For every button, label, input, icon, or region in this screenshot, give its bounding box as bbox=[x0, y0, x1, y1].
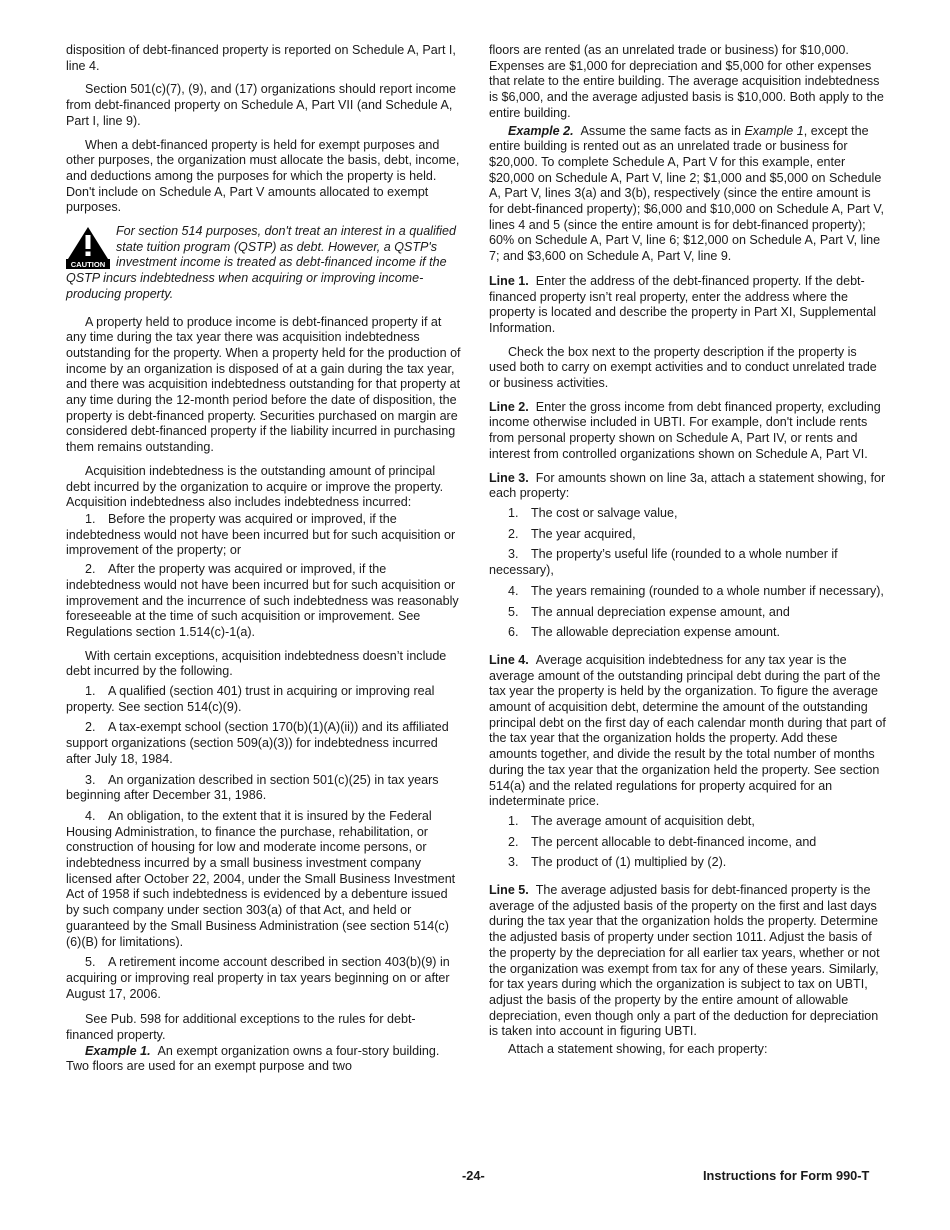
list-item: 1. A qualified (section 401) trust in acquiring or improving real property. See section 514(c)(9). bbox=[66, 684, 435, 714]
paragraph: Attach a statement showing, for each property: bbox=[508, 1042, 768, 1057]
paragraph: disposition of debt-financed property is reported on Schedule A, Part I, line 4. bbox=[66, 43, 456, 73]
list-item: 3. The property’s useful life (rounded to a whole number if necessary), bbox=[489, 547, 838, 578]
caution-text: For section 514 purposes, don't treat an interest in a qualified state tuition program (QSTP) as debt. However, a QSTP's investment income is treated as debt-financed income if the QSTP incurs indebtedness when acquiring or improving income-producing property. bbox=[66, 224, 456, 301]
caution-note bbox=[66, 224, 462, 303]
list-item: 1. The cost or salvage value, bbox=[508, 505, 678, 520]
paragraph: A property held to produce income is debt-financed property if at any time during the tax year there was acquisition indebtedness outstanding for the property. When a property held for the production of income by an organization is disposed of at a gain during the tax year, and there was acquisition indebtedness outstanding for that property at any time during the 12-month period before the date of disposition, the property is debt-financed property. Securities purchased on margin are considered debt-financed property if the liability incurred in purchasing them remains outstanding. bbox=[66, 314, 461, 455]
list-item: 2. The percent allocable to debt-financed income, and bbox=[508, 834, 817, 849]
paragraph: floors are rented (as an unrelated trade or business) for $10,000. Expenses are $1,000 for depreciation and $5,000 for other expenses that relate to the entire building. The average acquisition indebtedness is $6,000, and the average adjusted basis is $10,000. Both apply to the entire building. bbox=[489, 43, 884, 120]
example-heading: Example 2. bbox=[508, 123, 574, 138]
line-heading: Line 1. bbox=[489, 273, 529, 288]
line-5-section: Line 5. The average adjusted basis for debt-financed property is the average of the adjusted basis of the property on the first and last days during the tax year that the organization holds the property. Determine the adjusted basis of property under section 1011. Adjust the basis of the property by the depreciation for all earlier tax years, whether or not the organization was exempt from tax for any of these years. Similarly, for tax years during which the organization is subject to tax on UBTI, adjust the basis of the property by the entire amount of allowable depreciation, even though only a part of the deduction for depreciation is taken into account in figuring UBTI. bbox=[489, 883, 880, 1039]
line-heading: Line 4. bbox=[489, 652, 529, 667]
line-2-section: Line 2. Enter the gross income from debt financed property, excluding income otherwise included in UBTI. For example, don't include rents from personal property shown on Schedule A, Part IV, or rents and interest from controlled organizations shown on Schedule A, Part VI. bbox=[489, 399, 881, 461]
line-1-section: Line 1. Enter the address of the debt-financed property. If the debt-financed property isn’t real property, enter the address where the property is located and describe the property in Part XI, Supplemental Information. bbox=[489, 273, 877, 335]
list-item: 4. An obligation, to the extent that it is insured by the Federal Housing Administration, to finance the purchase, rehabilitation, or construction of housing for low and moderate income persons, or indebtedness incurred by a small business investment company licensed after October 22, 2004, under the Small Business Investment Act of 1958 if such indebtedness is evidenced by a debenture issued by such company under section 303(a) of that Act, and held or guaranteed by the Small Business Administration (see section 514(c)(6)(B) for limitations). bbox=[66, 808, 456, 949]
paragraph: Section 501(c)(7), (9), and (17) organizations should report income from debt-financed property on Schedule A, Part VII (and Schedule A, Part I, line 9). bbox=[66, 82, 457, 128]
exceptions-list bbox=[66, 684, 462, 1002]
left-column bbox=[66, 43, 462, 1075]
paragraph: With certain exceptions, acquisition indebtedness doesn’t include debt incurred by the following. bbox=[66, 648, 447, 679]
line-heading: Line 2. bbox=[489, 399, 529, 414]
paragraph: When a debt-financed property is held for exempt purposes and other purposes, the organization must allocate the basis, debt, income, and deductions among the purposes for which the property is held. Don't include on Schedule A, Part V amounts allocated to exempt purposes. bbox=[66, 137, 460, 215]
list-item: 5. A retirement income account described in section 403(b)(9) in acquiring or improving real property in tax years beginning on or after August 17, 2006. bbox=[66, 955, 450, 1001]
line-4-section: Line 4. Average acquisition indebtedness for any tax year is the average amount of the outstanding principal debt during the part of the tax year the property is held by the organization. To figure the average amount of acquisition debt, determine the amount of the outstanding principal debt on the first day of each calendar month during that part of the tax year that the organization holds the property. Add these amounts together, and divide the result by the total number of months during the tax year that the organization held the property. See section 514(a) and the related regulations for property acquired for an indeterminate price. bbox=[489, 652, 886, 809]
paragraph: Acquisition indebtedness is the outstanding amount of principal debt incurred by the organization to acquire or improve the property. Acquisition indebtedness also includes indebtedness incurred: bbox=[66, 463, 444, 510]
example-heading: Example 1. bbox=[85, 1043, 151, 1058]
page-number: -24- bbox=[462, 1168, 485, 1183]
list-item: 1. The average amount of acquisition debt, bbox=[508, 813, 755, 828]
right-column bbox=[489, 43, 887, 1066]
paragraph: See Pub. 598 for additional exceptions to the rules for debt-financed property. bbox=[66, 1012, 416, 1043]
list-item: 3. The product of (1) multiplied by (2). bbox=[508, 855, 727, 870]
line-3-list bbox=[489, 506, 887, 641]
example-2: Example 2. Assume the same facts as in Example 1, except the entire building is rented out as an unrelated trade or business for $20,000. To complete Schedule A, Part V for this example, enter $20,000 on Schedule A, Part V, line 2; $1,000 and $5,000 on Schedule A, Part V, lines 3(a) and 3(b), respectively (since the entire amount is for debt-financed property); $6,000 and $10,000 on Schedule A, Part V, lines 4 and 5 (since the entire amount is for debt-financed property); 60% on Schedule A, Part V, line 6; $12,000 on Schedule A, Part V, line 7; and $3,600 on Schedule A, Part V, line 9. bbox=[489, 123, 885, 264]
paragraph: Check the box next to the property description if the property is used both to carry on exempt activities and to conduct unrelated trade or business activities. bbox=[489, 344, 877, 391]
list-item: 2. The year acquired, bbox=[508, 526, 636, 541]
line-heading: Line 3. bbox=[489, 470, 529, 485]
list-item: 2. After the property was acquired or improved, if the indebtedness would not have been incurred but for such acquisition or improvement and the incurrence of such indebtedness was reasonably foreseeable at the time of such acquisition or improvement. See Regulations section 1.514(c)-1(a). bbox=[66, 562, 459, 639]
acquisition-list bbox=[66, 512, 462, 641]
line-heading: Line 5. bbox=[489, 883, 529, 898]
list-item: 4. The years remaining (rounded to a whole number if necessary), bbox=[508, 583, 884, 598]
caution-icon bbox=[66, 225, 110, 269]
example-text: An exempt organization owns a four-story building. Two floors are used for an exempt purpose and two bbox=[66, 1043, 440, 1074]
line-3-section: Line 3. For amounts shown on line 3a, attach a statement showing, for each property: bbox=[489, 470, 886, 501]
line-4-list bbox=[489, 814, 887, 871]
form-title: Instructions for Form 990-T bbox=[703, 1168, 870, 1183]
example-1 bbox=[66, 1044, 462, 1075]
list-item: 2. A tax-exempt school (section 170(b)(1)(A)(ii)) and its affiliated support organizations (section 509(a)(3)) for indebtedness incurred after July 18, 1984. bbox=[66, 720, 449, 766]
list-item: 3. An organization described in section 501(c)(25) in tax years beginning after December 31, 1986. bbox=[66, 772, 439, 803]
list-item: 6. The allowable depreciation expense amount. bbox=[508, 625, 781, 640]
caution-label: CAUTION bbox=[70, 260, 106, 270]
list-item: 5. The annual depreciation expense amount, and bbox=[508, 604, 790, 619]
list-item: 1. Before the property was acquired or improved, if the indebtedness would not have been incurred but for such acquisition or improvement of the property; or bbox=[66, 511, 456, 558]
